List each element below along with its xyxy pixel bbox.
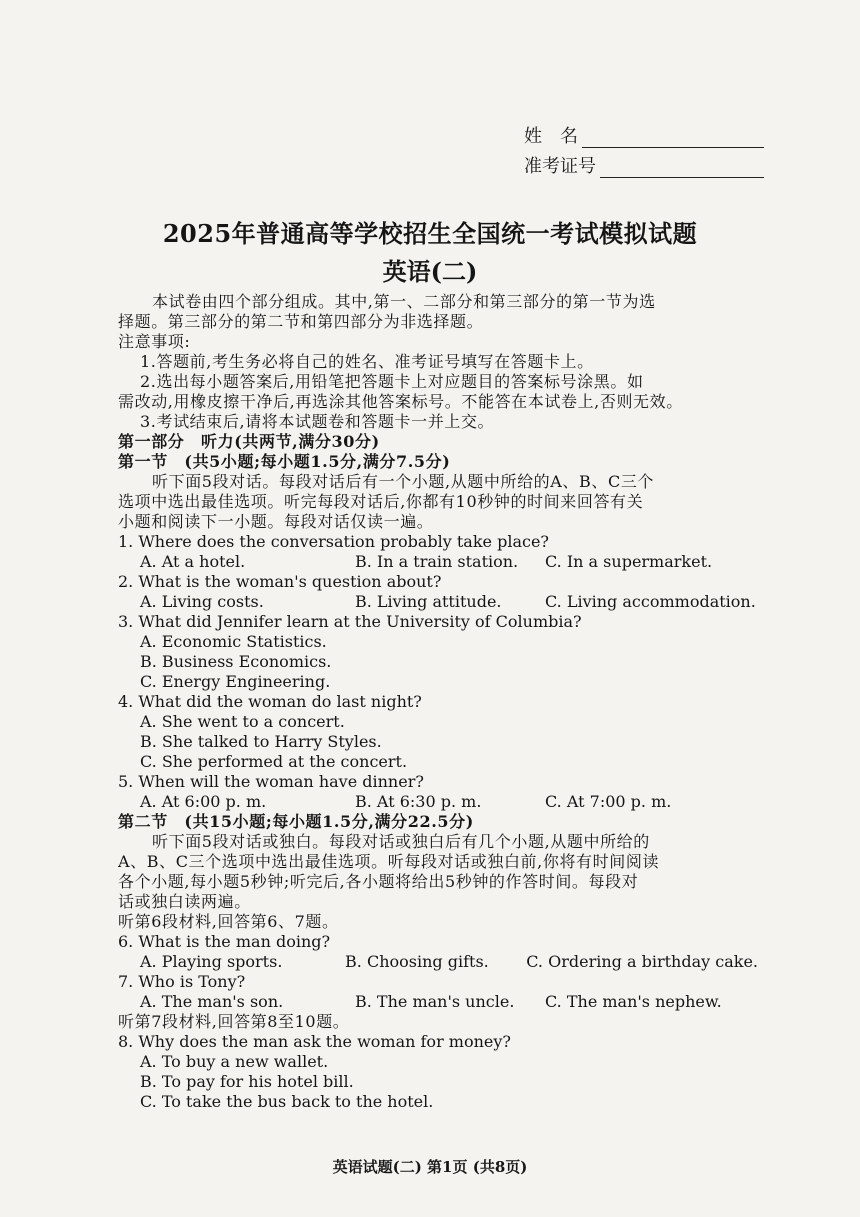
question-5: 5. When will the woman have dinner? xyxy=(118,772,424,791)
section2-instruction: 听下面5段对话或独白。每段对话或独白后有几个小题,从题中所给的 xyxy=(152,832,650,851)
notes-title: 注意事项: xyxy=(118,332,191,351)
exam-subtitle: 英语(二) xyxy=(382,257,478,286)
option-a: A. The man's son. xyxy=(140,992,284,1011)
material-6-heading: 听第6段材料,回答第6、7题。 xyxy=(118,912,339,931)
option-a: A. At a hotel. xyxy=(140,552,246,571)
note-line: 3.考试结束后,请将本试题卷和答题卡一并上交。 xyxy=(140,412,495,431)
question-2: 2. What is the woman's question about? xyxy=(118,572,442,591)
option-a: A. She went to a concert. xyxy=(140,712,345,731)
option-c: C. To take the bus back to the hotel. xyxy=(140,1092,434,1111)
option-b: B. Business Economics. xyxy=(140,652,332,671)
section2-instruction: A、B、C三个选项中选出最佳选项。听每段对话或独白前,你将有时间阅读 xyxy=(118,852,660,871)
option-c: C. Energy Engineering. xyxy=(140,672,331,691)
id-label: 准考证号 xyxy=(524,156,596,177)
id-blank xyxy=(600,157,764,178)
option-c: C. Ordering a birthday cake. xyxy=(526,952,758,971)
question-3: 3. What did Jennifer learn at the University of Columbia? xyxy=(118,612,582,631)
option-a: A. Living costs. xyxy=(140,592,264,611)
exam-body xyxy=(118,292,758,1112)
options-2 xyxy=(118,592,758,612)
question-4: 4. What did the woman do last night? xyxy=(118,692,422,711)
name-label: 姓 名 xyxy=(524,126,578,147)
option-c: C. At 7:00 p. m. xyxy=(545,792,672,811)
option-b: B. She talked to Harry Styles. xyxy=(140,732,382,751)
exam-title: 2025年普通高等学校招生全国统一考试模拟试题 xyxy=(162,219,698,248)
option-c: C. Living accommodation. xyxy=(545,592,756,611)
question-8: 8. Why does the man ask the woman for money? xyxy=(118,1032,511,1051)
option-a: A. At 6:00 p. m. xyxy=(140,792,267,811)
option-c: C. The man's nephew. xyxy=(545,992,722,1011)
option-a: A. To buy a new wallet. xyxy=(140,1052,329,1071)
options-7 xyxy=(118,992,758,1012)
option-c: C. In a supermarket. xyxy=(545,552,713,571)
question-7: 7. Who is Tony? xyxy=(118,972,246,991)
option-b: B. Living attitude. xyxy=(355,592,502,611)
question-1: 1. Where does the conversation probably take place? xyxy=(118,532,549,551)
section2-title: 第二节 (共15小题;每小题1.5分,满分22.5分) xyxy=(118,812,474,831)
note-line: 2.选出每小题答案后,用铅笔把答题卡上对应题目的答案标号涂黑。如 xyxy=(140,372,644,391)
section2-instruction: 话或独白读两遍。 xyxy=(118,892,251,911)
note-line: 1.答题前,考生务必将自己的姓名、准考证号填写在答题卡上。 xyxy=(140,352,594,371)
name-blank xyxy=(582,127,764,148)
option-a: A. Economic Statistics. xyxy=(140,632,327,651)
page-footer: 英语试题(二) 第1页 (共8页) xyxy=(332,1158,528,1176)
option-b: B. At 6:30 p. m. xyxy=(355,792,482,811)
option-b: B. To pay for his hotel bill. xyxy=(140,1072,354,1091)
section1-title: 第一节 (共5小题;每小题1.5分,满分7.5分) xyxy=(118,452,451,471)
section1-instruction: 小题和阅读下一小题。每段对话仅读一遍。 xyxy=(118,512,434,531)
intro-line: 本试卷由四个部分组成。其中,第一、二部分和第三部分的第一节为选 xyxy=(152,292,656,311)
section2-instruction: 各个小题,每小题5秒钟;听完后,各小题将给出5秒钟的作答时间。每段对 xyxy=(118,872,639,891)
option-c: C. She performed at the concert. xyxy=(140,752,408,771)
candidate-info xyxy=(524,118,764,178)
option-a: A. Playing sports. xyxy=(140,952,283,971)
option-b: B. In a train station. xyxy=(355,552,519,571)
option-b: B. The man's uncle. xyxy=(355,992,515,1011)
option-b: B. Choosing gifts. xyxy=(345,952,489,971)
intro-line: 择题。第三部分的第二节和第四部分为非选择题。 xyxy=(118,312,484,331)
part1-title: 第一部分 听力(共两节,满分30分) xyxy=(118,432,380,451)
section1-instruction: 听下面5段对话。每段对话后有一个小题,从题中所给的A、B、C三个 xyxy=(152,472,655,491)
material-7-heading: 听第7段材料,回答第8至10题。 xyxy=(118,1012,350,1031)
question-6: 6. What is the man doing? xyxy=(118,932,331,951)
options-5 xyxy=(118,792,758,812)
options-6 xyxy=(118,952,758,972)
note-line: 需改动,用橡皮擦干净后,再选涂其他答案标号。不能答在本试卷上,否则无效。 xyxy=(118,392,683,411)
section1-instruction: 选项中选出最佳选项。听完每段对话后,你都有10秒钟的时间来回答有关 xyxy=(118,492,644,511)
options-1 xyxy=(118,552,758,572)
